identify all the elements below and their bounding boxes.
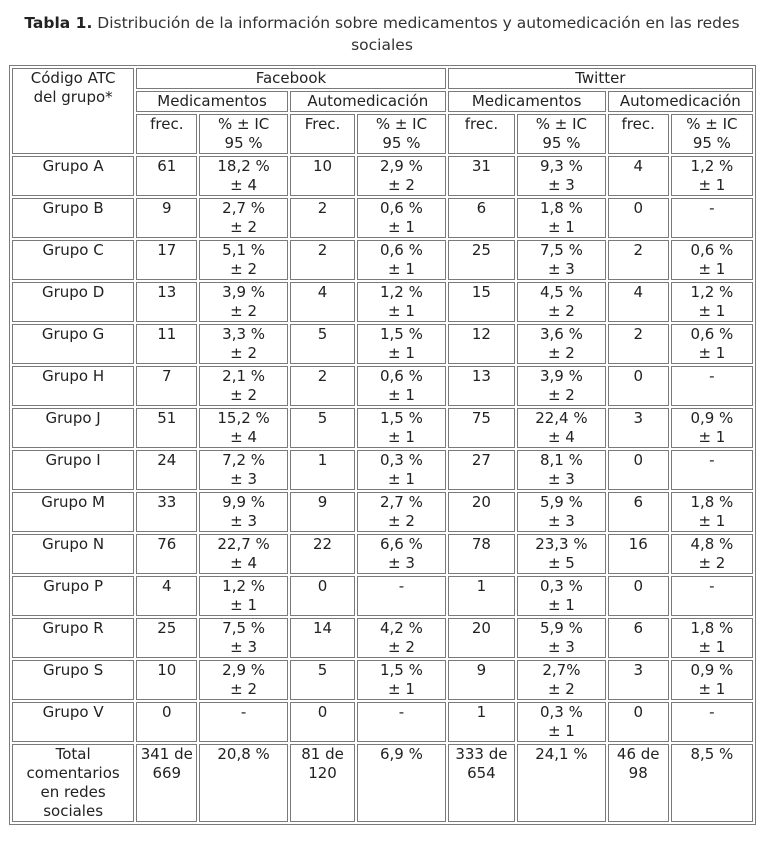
table-row <box>12 534 753 574</box>
tw-med-freq-cell: 25 <box>448 240 515 280</box>
fb-auto-pct-cell: 1,5 % ± 1 <box>357 660 446 700</box>
tw-auto-freq-cell: 4 <box>608 156 669 196</box>
fb-med-pct-cell: 7,2 % ± 3 <box>199 450 288 490</box>
fb-auto-freq-cell: 14 <box>290 618 355 658</box>
group-cell: Grupo D <box>12 282 134 322</box>
fb-med-pct-cell: 2,7 % ± 2 <box>199 198 288 238</box>
fb-auto-freq-cell: 0 <box>290 702 355 742</box>
tw-auto-pct-cell: 1,8 % ± 1 <box>671 618 753 658</box>
tw-auto-freq-cell: 2 <box>608 324 669 364</box>
tw-auto-pct-cell: - <box>671 702 753 742</box>
header-tw-auto-freq: frec. <box>608 114 669 154</box>
tw-med-pct-cell: 3,9 % ± 2 <box>517 366 606 406</box>
tw-med-pct-cell: 2,7% ± 2 <box>517 660 606 700</box>
group-cell: Grupo J <box>12 408 134 448</box>
tw-auto-pct-cell: 0,6 % ± 1 <box>671 240 753 280</box>
fb-auto-pct-cell: 4,2 % ± 2 <box>357 618 446 658</box>
caption-label: Tabla 1. <box>24 14 93 32</box>
group-cell: Total comentarios en redes sociales <box>12 744 134 822</box>
header-group-code: Código ATC del grupo* <box>12 68 134 154</box>
header-tw-medicamentos: Medicamentos <box>448 91 606 112</box>
header-tw-med-freq: frec. <box>448 114 515 154</box>
table-row <box>12 366 753 406</box>
tw-med-pct-cell: 22,4 % ± 4 <box>517 408 606 448</box>
tw-med-pct-cell: 1,8 % ± 1 <box>517 198 606 238</box>
table-caption <box>0 12 764 56</box>
tw-auto-pct-cell: 0,6 % ± 1 <box>671 324 753 364</box>
fb-med-pct-cell: 2,1 % ± 2 <box>199 366 288 406</box>
tw-auto-freq-cell: 0 <box>608 450 669 490</box>
fb-auto-pct-cell: 1,5 % ± 1 <box>357 408 446 448</box>
group-cell: Grupo S <box>12 660 134 700</box>
fb-med-freq-cell: 7 <box>136 366 197 406</box>
fb-med-freq-cell: 24 <box>136 450 197 490</box>
fb-auto-pct-cell: 0,6 % ± 1 <box>357 240 446 280</box>
fb-med-freq-cell: 13 <box>136 282 197 322</box>
tw-med-pct-cell: 9,3 % ± 3 <box>517 156 606 196</box>
group-cell: Grupo P <box>12 576 134 616</box>
tw-auto-freq-cell: 2 <box>608 240 669 280</box>
fb-med-freq-cell: 61 <box>136 156 197 196</box>
fb-auto-freq-cell: 4 <box>290 282 355 322</box>
tw-med-freq-cell: 333 de 654 <box>448 744 515 822</box>
tw-auto-freq-cell: 16 <box>608 534 669 574</box>
fb-auto-pct-cell: 0,6 % ± 1 <box>357 198 446 238</box>
tw-med-freq-cell: 27 <box>448 450 515 490</box>
tw-auto-freq-cell: 6 <box>608 618 669 658</box>
group-cell: Grupo B <box>12 198 134 238</box>
group-cell: Grupo H <box>12 366 134 406</box>
tw-med-pct-cell: 5,9 % ± 3 <box>517 492 606 532</box>
group-cell: Grupo M <box>12 492 134 532</box>
fb-auto-freq-cell: 1 <box>290 450 355 490</box>
tw-auto-freq-cell: 0 <box>608 366 669 406</box>
table-row <box>12 450 753 490</box>
tw-auto-freq-cell: 4 <box>608 282 669 322</box>
tw-auto-pct-cell: 1,2 % ± 1 <box>671 156 753 196</box>
tw-auto-pct-cell: - <box>671 576 753 616</box>
caption-text: Distribución de la información sobre medicamentos y automedicación en las redes sociales <box>97 14 740 54</box>
header-facebook: Facebook <box>136 68 445 89</box>
fb-auto-pct-cell: 1,2 % ± 1 <box>357 282 446 322</box>
fb-med-pct-cell: 9,9 % ± 3 <box>199 492 288 532</box>
header-row-networks <box>12 68 753 89</box>
fb-med-freq-cell: 0 <box>136 702 197 742</box>
tw-med-freq-cell: 1 <box>448 702 515 742</box>
fb-med-freq-cell: 11 <box>136 324 197 364</box>
table-row <box>12 282 753 322</box>
tw-auto-freq-cell: 0 <box>608 198 669 238</box>
tw-med-pct-cell: 5,9 % ± 3 <box>517 618 606 658</box>
table-row <box>12 408 753 448</box>
tw-auto-pct-cell: 4,8 % ± 2 <box>671 534 753 574</box>
fb-auto-freq-cell: 2 <box>290 240 355 280</box>
tw-med-freq-cell: 20 <box>448 618 515 658</box>
fb-med-freq-cell: 51 <box>136 408 197 448</box>
fb-med-freq-cell: 341 de 669 <box>136 744 197 822</box>
fb-med-freq-cell: 10 <box>136 660 197 700</box>
table-row <box>12 618 753 658</box>
group-cell: Grupo A <box>12 156 134 196</box>
fb-med-pct-cell: 15,2 % ± 4 <box>199 408 288 448</box>
tw-med-pct-cell: 0,3 % ± 1 <box>517 702 606 742</box>
fb-auto-freq-cell: 5 <box>290 660 355 700</box>
table-row <box>12 660 753 700</box>
table-row <box>12 702 753 742</box>
tw-auto-pct-cell: - <box>671 450 753 490</box>
fb-med-pct-cell: 20,8 % <box>199 744 288 822</box>
fb-med-pct-cell: 7,5 % ± 3 <box>199 618 288 658</box>
tw-auto-freq-cell: 3 <box>608 408 669 448</box>
header-twitter: Twitter <box>448 68 753 89</box>
tw-med-freq-cell: 9 <box>448 660 515 700</box>
tw-med-pct-cell: 23,3 % ± 5 <box>517 534 606 574</box>
tw-med-pct-cell: 4,5 % ± 2 <box>517 282 606 322</box>
tw-auto-pct-cell: 0,9 % ± 1 <box>671 660 753 700</box>
tw-med-freq-cell: 6 <box>448 198 515 238</box>
fb-auto-freq-cell: 81 de 120 <box>290 744 355 822</box>
group-cell: Grupo C <box>12 240 134 280</box>
fb-med-pct-cell: 2,9 % ± 2 <box>199 660 288 700</box>
tw-auto-pct-cell: - <box>671 366 753 406</box>
group-cell: Grupo V <box>12 702 134 742</box>
tw-med-freq-cell: 78 <box>448 534 515 574</box>
fb-med-pct-cell: 5,1 % ± 2 <box>199 240 288 280</box>
tw-auto-pct-cell: 1,2 % ± 1 <box>671 282 753 322</box>
header-fb-auto-pct: % ± IC 95 % <box>357 114 446 154</box>
group-cell: Grupo I <box>12 450 134 490</box>
fb-med-pct-cell: 3,3 % ± 2 <box>199 324 288 364</box>
fb-auto-pct-cell: - <box>357 702 446 742</box>
table-row <box>12 324 753 364</box>
header-fb-automedicacion: Automedicación <box>290 91 446 112</box>
fb-auto-pct-cell: 2,9 % ± 2 <box>357 156 446 196</box>
header-tw-med-pct: % ± IC 95 % <box>517 114 606 154</box>
medications-table <box>9 65 756 825</box>
fb-med-freq-cell: 4 <box>136 576 197 616</box>
fb-auto-pct-cell: 1,5 % ± 1 <box>357 324 446 364</box>
header-fb-med-pct: % ± IC 95 % <box>199 114 288 154</box>
fb-auto-freq-cell: 0 <box>290 576 355 616</box>
tw-auto-pct-cell: - <box>671 198 753 238</box>
tw-auto-freq-cell: 0 <box>608 702 669 742</box>
tw-med-pct-cell: 8,1 % ± 3 <box>517 450 606 490</box>
fb-med-freq-cell: 76 <box>136 534 197 574</box>
fb-auto-freq-cell: 9 <box>290 492 355 532</box>
fb-med-pct-cell: 18,2 % ± 4 <box>199 156 288 196</box>
tw-med-pct-cell: 24,1 % <box>517 744 606 822</box>
fb-med-freq-cell: 25 <box>136 618 197 658</box>
fb-auto-freq-cell: 2 <box>290 366 355 406</box>
header-fb-med-freq: frec. <box>136 114 197 154</box>
tw-med-freq-cell: 20 <box>448 492 515 532</box>
fb-auto-freq-cell: 5 <box>290 324 355 364</box>
fb-auto-pct-cell: 6,6 % ± 3 <box>357 534 446 574</box>
tw-auto-pct-cell: 8,5 % <box>671 744 753 822</box>
header-tw-auto-pct: % ± IC 95 % <box>671 114 753 154</box>
header-fb-auto-freq: Frec. <box>290 114 355 154</box>
tw-med-freq-cell: 75 <box>448 408 515 448</box>
tw-med-pct-cell: 7,5 % ± 3 <box>517 240 606 280</box>
tw-auto-pct-cell: 1,8 % ± 1 <box>671 492 753 532</box>
table-row <box>12 156 753 196</box>
fb-med-freq-cell: 17 <box>136 240 197 280</box>
tw-med-freq-cell: 1 <box>448 576 515 616</box>
tw-med-freq-cell: 12 <box>448 324 515 364</box>
tw-med-freq-cell: 31 <box>448 156 515 196</box>
tw-med-pct-cell: 3,6 % ± 2 <box>517 324 606 364</box>
tw-auto-freq-cell: 0 <box>608 576 669 616</box>
fb-med-freq-cell: 33 <box>136 492 197 532</box>
group-cell: Grupo R <box>12 618 134 658</box>
header-tw-automedicacion: Automedicación <box>608 91 753 112</box>
tw-auto-pct-cell: 0,9 % ± 1 <box>671 408 753 448</box>
table-row <box>12 576 753 616</box>
fb-auto-pct-cell: 6,9 % <box>357 744 446 822</box>
fb-auto-pct-cell: - <box>357 576 446 616</box>
fb-auto-freq-cell: 10 <box>290 156 355 196</box>
table-row <box>12 198 753 238</box>
tw-med-pct-cell: 0,3 % ± 1 <box>517 576 606 616</box>
group-cell: Grupo G <box>12 324 134 364</box>
tw-med-freq-cell: 15 <box>448 282 515 322</box>
header-fb-medicamentos: Medicamentos <box>136 91 288 112</box>
fb-auto-freq-cell: 22 <box>290 534 355 574</box>
total-row <box>12 744 753 822</box>
fb-med-freq-cell: 9 <box>136 198 197 238</box>
tw-auto-freq-cell: 46 de 98 <box>608 744 669 822</box>
fb-auto-pct-cell: 0,3 % ± 1 <box>357 450 446 490</box>
tw-med-freq-cell: 13 <box>448 366 515 406</box>
fb-med-pct-cell: 1,2 % ± 1 <box>199 576 288 616</box>
fb-med-pct-cell: 22,7 % ± 4 <box>199 534 288 574</box>
fb-auto-freq-cell: 5 <box>290 408 355 448</box>
tw-auto-freq-cell: 3 <box>608 660 669 700</box>
tw-auto-freq-cell: 6 <box>608 492 669 532</box>
fb-med-pct-cell: - <box>199 702 288 742</box>
fb-med-pct-cell: 3,9 % ± 2 <box>199 282 288 322</box>
table-row <box>12 492 753 532</box>
table-row <box>12 240 753 280</box>
fb-auto-pct-cell: 2,7 % ± 2 <box>357 492 446 532</box>
group-cell: Grupo N <box>12 534 134 574</box>
fb-auto-freq-cell: 2 <box>290 198 355 238</box>
fb-auto-pct-cell: 0,6 % ± 1 <box>357 366 446 406</box>
